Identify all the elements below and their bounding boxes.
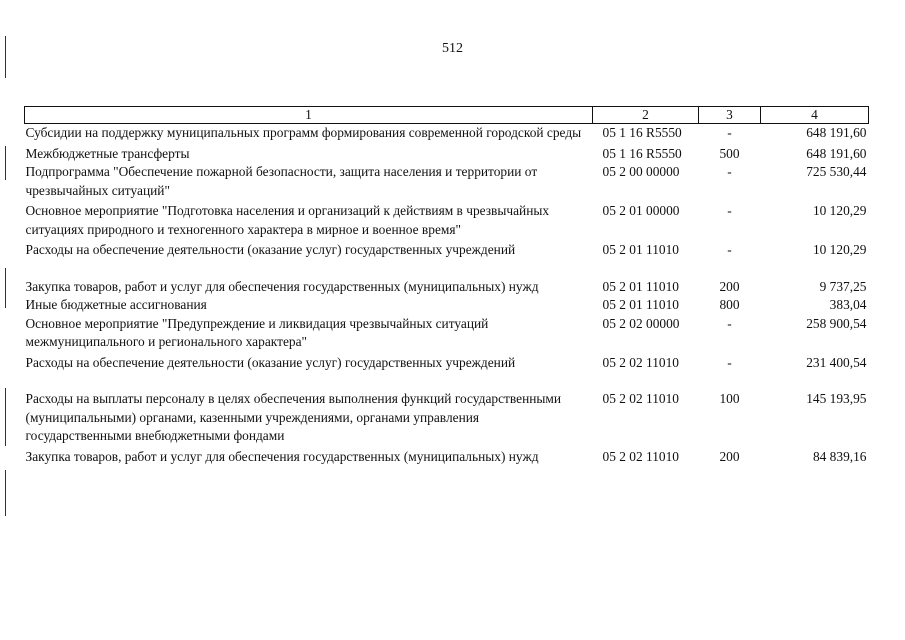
row-vr: 800 [719, 297, 740, 312]
row-vr: - [727, 164, 732, 179]
header-col-4: 4 [761, 107, 869, 124]
row-amount: 9 737,25 [819, 278, 867, 294]
row-name: Расходы на выплаты персоналу в целях обеспечения выполнения функций государственными (муниципальными) органами, казенными учреждениями, органами управления государственными внебюджетными фондами [25, 391, 562, 443]
table-row [25, 145, 869, 164]
row-amount: 725 530,44 [806, 164, 867, 179]
table-row [25, 163, 869, 202]
row-amount: 648 191,60 [806, 145, 867, 161]
row-amount: 231 400,54 [806, 354, 867, 370]
row-amount: 648 191,60 [806, 125, 867, 140]
margin-mark [5, 388, 6, 446]
row-code: 05 2 02 00000 [602, 315, 680, 331]
row-name: Основное мероприятие "Предупреждение и ликвидация чрезвычайных ситуаций межмуниципального и регионального характера" [25, 315, 489, 349]
table-row [25, 124, 869, 145]
page-number: 512 [442, 41, 463, 56]
table-row [25, 202, 869, 241]
row-name: Иные бюджетные ассигнования [25, 297, 207, 312]
row-vr: 200 [719, 448, 740, 464]
row-code: 05 1 16 R5550 [602, 125, 682, 140]
row-code: 05 2 01 11010 [602, 278, 679, 294]
row-name: Межбюджетные трансферты [25, 145, 190, 161]
row-amount: 258 900,54 [806, 315, 867, 331]
row-code: 05 1 16 R5550 [602, 145, 682, 161]
row-code: 05 2 01 11010 [602, 297, 679, 312]
table-row [25, 390, 869, 448]
row-name: Расходы на обеспечение деятельности (оказание услуг) государственных учреждений [25, 354, 516, 370]
row-vr: 500 [719, 145, 740, 161]
row-name: Расходы на обеспечение деятельности (оказание услуг) государственных учреждений [25, 242, 516, 257]
header-col-3: 3 [699, 107, 761, 124]
table-row [25, 278, 869, 297]
row-name: Закупка товаров, работ и услуг для обеспечения государственных (муниципальных) нужд [25, 278, 539, 294]
budget-table [24, 106, 869, 466]
row-amount: 10 120,29 [812, 242, 867, 257]
table-row [25, 241, 869, 278]
table-row [25, 296, 869, 315]
row-name: Закупка товаров, работ и услуг для обеспечения государственных (муниципальных) нужд [25, 448, 539, 464]
row-code: 05 2 02 11010 [602, 448, 679, 464]
row-amount: 145 193,95 [806, 391, 867, 406]
row-vr: - [727, 125, 732, 140]
table-header-row [25, 107, 869, 124]
header-col-2: 2 [593, 107, 699, 124]
margin-mark [5, 470, 6, 516]
row-vr: - [727, 354, 732, 370]
row-amount: 10 120,29 [812, 203, 867, 218]
row-name: Субсидии на поддержку муниципальных программ формирования современной городской среды [25, 125, 582, 140]
row-vr: 200 [719, 278, 740, 294]
row-amount: 383,04 [829, 297, 867, 312]
row-vr: - [727, 315, 732, 331]
row-name: Подпрограмма "Обеспечение пожарной безопасности, защита населения и территории от чрезвычайных ситуаций" [25, 164, 538, 198]
header-col-1: 1 [25, 107, 593, 124]
row-code: 05 2 01 11010 [602, 242, 679, 257]
row-amount: 84 839,16 [812, 448, 867, 464]
table-row [25, 354, 869, 391]
margin-mark [5, 146, 6, 180]
margin-mark [5, 268, 6, 308]
row-name: Основное мероприятие "Подготовка населения и организаций к действиям в чрезвычайных ситуациях природного и техногенного характера в мирное и военное время" [25, 203, 550, 237]
row-vr: 100 [719, 391, 740, 406]
row-code: 05 2 00 00000 [602, 164, 680, 179]
row-vr: - [727, 203, 732, 218]
row-code: 05 2 02 11010 [602, 391, 679, 406]
table-row [25, 315, 869, 354]
row-code: 05 2 01 00000 [602, 203, 680, 218]
table-row [25, 448, 869, 467]
row-vr: - [727, 242, 732, 257]
row-code: 05 2 02 11010 [602, 354, 679, 370]
